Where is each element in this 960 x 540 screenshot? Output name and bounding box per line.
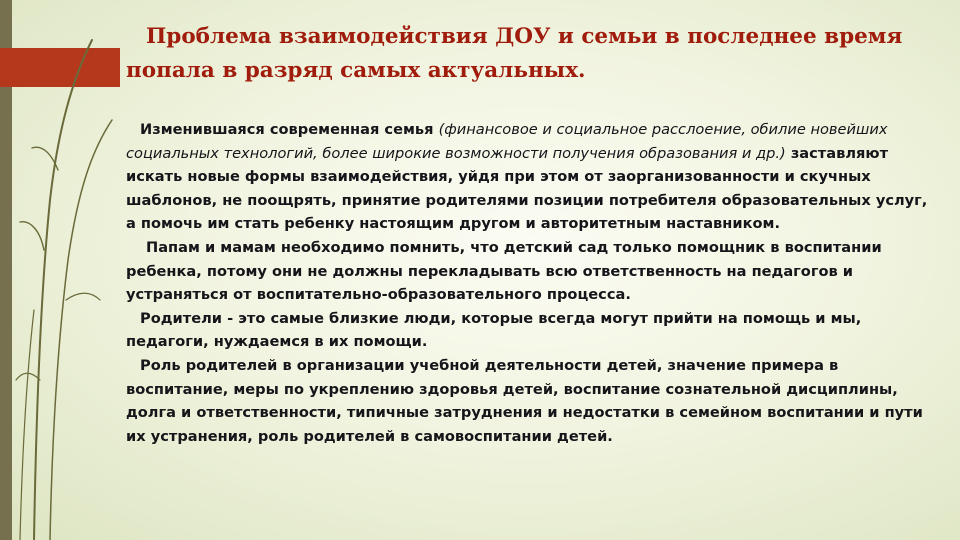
slide-body [126, 118, 938, 448]
paragraph-role-of-parents: Роль родителей в организации учебной деятельности детей, значение примера в воспитание, меры по укреплению здоровья детей, воспитание сознательной дисциплины, долга и ответственности, типичные затруднения и недостатки в семейном воспитании и пути их устранения, роль родителей в самовоспитании детей. [126, 356, 923, 445]
paragraph-1-italic: (финансовое и социальное расслоение, обилие новейших социальных технологий, более широкие возможности получения образования и др.) [126, 121, 888, 162]
paragraph-1-end: заставляют искать новые формы взаимодействия, уйдя при этом от заорганизованности и скучных шаблонов, не поощрять, принятие родителями позиции потребителя образовательных услуг, а помочь им стать ребенку настоящим другом и авторитетным наставником. [126, 144, 928, 233]
paragraph-parents-closest: Родители - это самые близкие люди, которые всегда могут прийти на помощь и мы, педагоги, нуждаемся в их помощи. [126, 309, 862, 351]
paragraph-parents-reminder: Папам и мамам необходимо помнить, что детский сад только помощник в воспитании ребенка, потому они не должны перекладывать всю ответственность на педагогов и устраняться от воспитательно-образовательного процесса. [126, 238, 882, 304]
slide-title: Проблема взаимодействия ДОУ и семьи в последнее время попала в разряд самых актуальных. [126, 24, 903, 83]
decorative-vine-lines [0, 0, 130, 540]
paragraph-modern-family [126, 118, 938, 236]
paragraph-1-start: Изменившаяся современная семья [140, 121, 439, 138]
